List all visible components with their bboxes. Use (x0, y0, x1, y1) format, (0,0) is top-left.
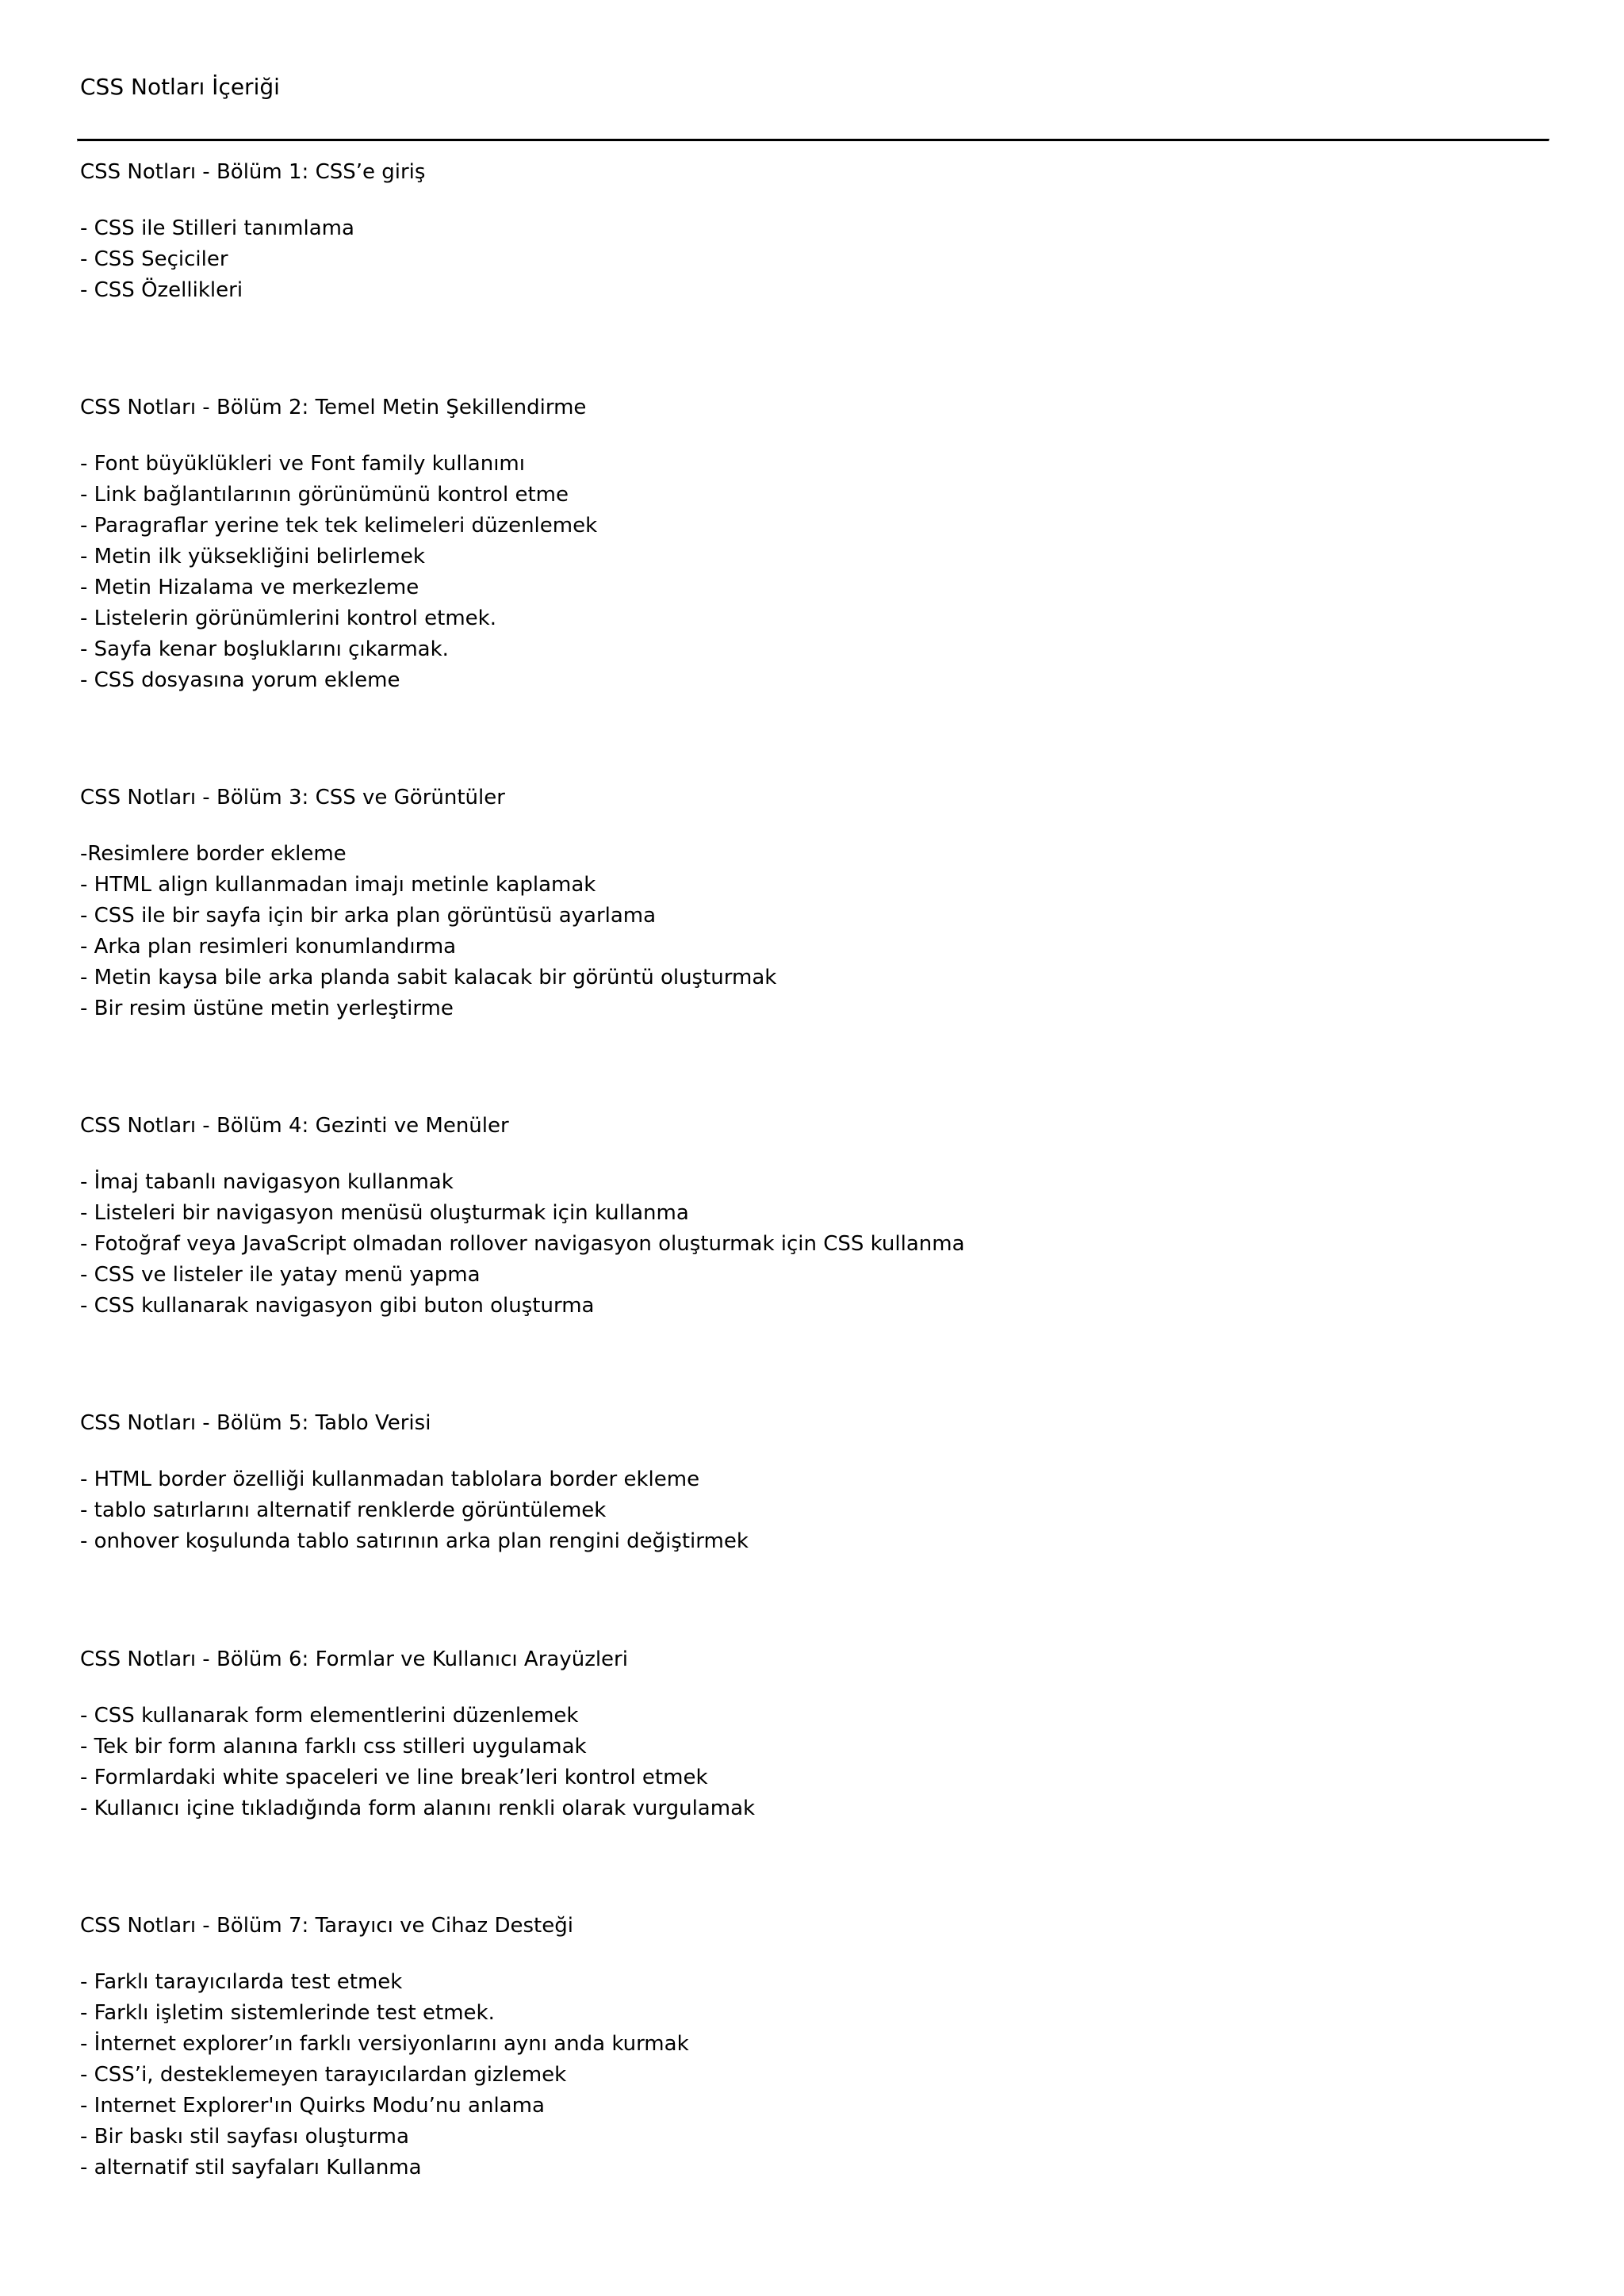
list-item: - Tek bir form alanına farklı css stilleri uygulamak (80, 1735, 587, 1758)
list-item: - CSS’i, desteklemeyen tarayıcılardan gizlemek (80, 2063, 567, 2087)
list-item: - İnternet explorer’ın farklı versiyonlarını aynı anda kurmak (80, 2032, 689, 2056)
list-item: - Internet Explorer'ın Quirks Modu’nu anlama (80, 2094, 545, 2118)
list-item: - CSS kullanarak form elementlerini düzenlemek (80, 1704, 579, 1728)
list-item: - Listeleri bir navigasyon menüsü oluşturmak için kullanma (80, 1201, 689, 1225)
list-item: - CSS Özellikleri (80, 278, 243, 302)
list-item: - Metin kaysa bile arka planda sabit kalacak bir görüntü oluşturmak (80, 966, 777, 989)
list-item: - alternatif stil sayfaları Kullanma (80, 2156, 422, 2179)
list-item: - HTML border özelliği kullanmadan tablolara border ekleme (80, 1468, 700, 1491)
list-item: - Farklı işletim sistemlerinde test etmek. (80, 2001, 495, 2025)
title-divider (77, 139, 1549, 142)
section-1 (80, 157, 1507, 306)
section-heading: CSS Notları - Bölüm 4: Gezinti ve Menüler (80, 1114, 509, 1138)
section-item-list (80, 1701, 1507, 1824)
section-heading: CSS Notları - Bölüm 2: Temel Metin Şekillendirme (80, 396, 587, 419)
section-heading: CSS Notları - Bölüm 7: Tarayıcı ve Cihaz Desteği (80, 1914, 573, 1938)
list-item: - CSS ile bir sayfa için bir arka plan görüntüsü ayarlama (80, 904, 657, 928)
list-item: - İmaj tabanlı navigasyon kullanmak (80, 1170, 454, 1194)
list-item: - CSS ile Stilleri tanımlama (80, 216, 354, 240)
list-item: - CSS ve listeler ile yatay menü yapma (80, 1263, 481, 1287)
section-4 (80, 1111, 1507, 1322)
list-item: - Bir baskı stil sayfası oluşturma (80, 2125, 409, 2149)
list-item: - CSS Seçiciler (80, 247, 228, 271)
section-7 (80, 1911, 1507, 2183)
section-heading: CSS Notları - Bölüm 3: CSS ve Görüntüler (80, 786, 505, 809)
page-title: CSS Notları İçeriği (80, 74, 280, 100)
list-item: - Bir resim üstüne metin yerleştirme (80, 997, 454, 1020)
list-item: - CSS dosyasına yorum ekleme (80, 668, 400, 692)
list-item: - Formlardaki white spaceleri ve line break’leri kontrol etmek (80, 1766, 708, 1789)
list-item: - Metin ilk yüksekliğini belirlemek (80, 545, 425, 568)
list-item: - Paragraflar yerine tek tek kelimeleri düzenlemek (80, 514, 598, 538)
section-heading: CSS Notları - Bölüm 6: Formlar ve Kullanıcı Arayüzleri (80, 1647, 628, 1671)
list-item: - Metin Hizalama ve merkezleme (80, 576, 419, 599)
list-item: - Fotoğraf veya JavaScript olmadan rollover navigasyon oluşturmak için CSS kullanma (80, 1232, 965, 1256)
section-2 (80, 392, 1507, 696)
list-item: - Font büyüklükleri ve Font family kullanımı (80, 452, 525, 476)
section-3 (80, 783, 1507, 1024)
section-item-list (80, 839, 1507, 1024)
section-heading: CSS Notları - Bölüm 1: CSS’e giriş (80, 160, 426, 184)
list-item: - Farklı tarayıcılarda test etmek (80, 1970, 403, 1994)
list-item: - Kullanıcı içine tıkladığında form alanını renkli olarak vurgulamak (80, 1797, 756, 1820)
list-item: - HTML align kullanmadan imajı metinle kaplamak (80, 873, 596, 897)
list-item: - onhover koşulunda tablo satırının arka plan rengini değiştirmek (80, 1529, 749, 1553)
list-item: -Resimlere border ekleme (80, 842, 347, 866)
section-item-list (80, 449, 1507, 696)
section-6 (80, 1644, 1507, 1824)
section-item-list (80, 1464, 1507, 1557)
list-item: - tablo satırlarını alternatif renklerde görüntülemek (80, 1498, 607, 1522)
section-heading: CSS Notları - Bölüm 5: Tablo Verisi (80, 1411, 431, 1435)
list-item: - CSS kullanarak navigasyon gibi buton oluşturma (80, 1294, 595, 1318)
list-item: - Arka plan resimleri konumlandırma (80, 935, 457, 959)
section-item-list (80, 1167, 1507, 1322)
section-item-list (80, 213, 1507, 306)
section-item-list (80, 1967, 1507, 2183)
list-item: - Link bağlantılarının görünümünü kontrol etme (80, 483, 569, 507)
list-item: - Sayfa kenar boşluklarını çıkarmak. (80, 637, 449, 661)
section-5 (80, 1408, 1507, 1557)
list-item: - Listelerin görünümlerini kontrol etmek. (80, 607, 496, 630)
